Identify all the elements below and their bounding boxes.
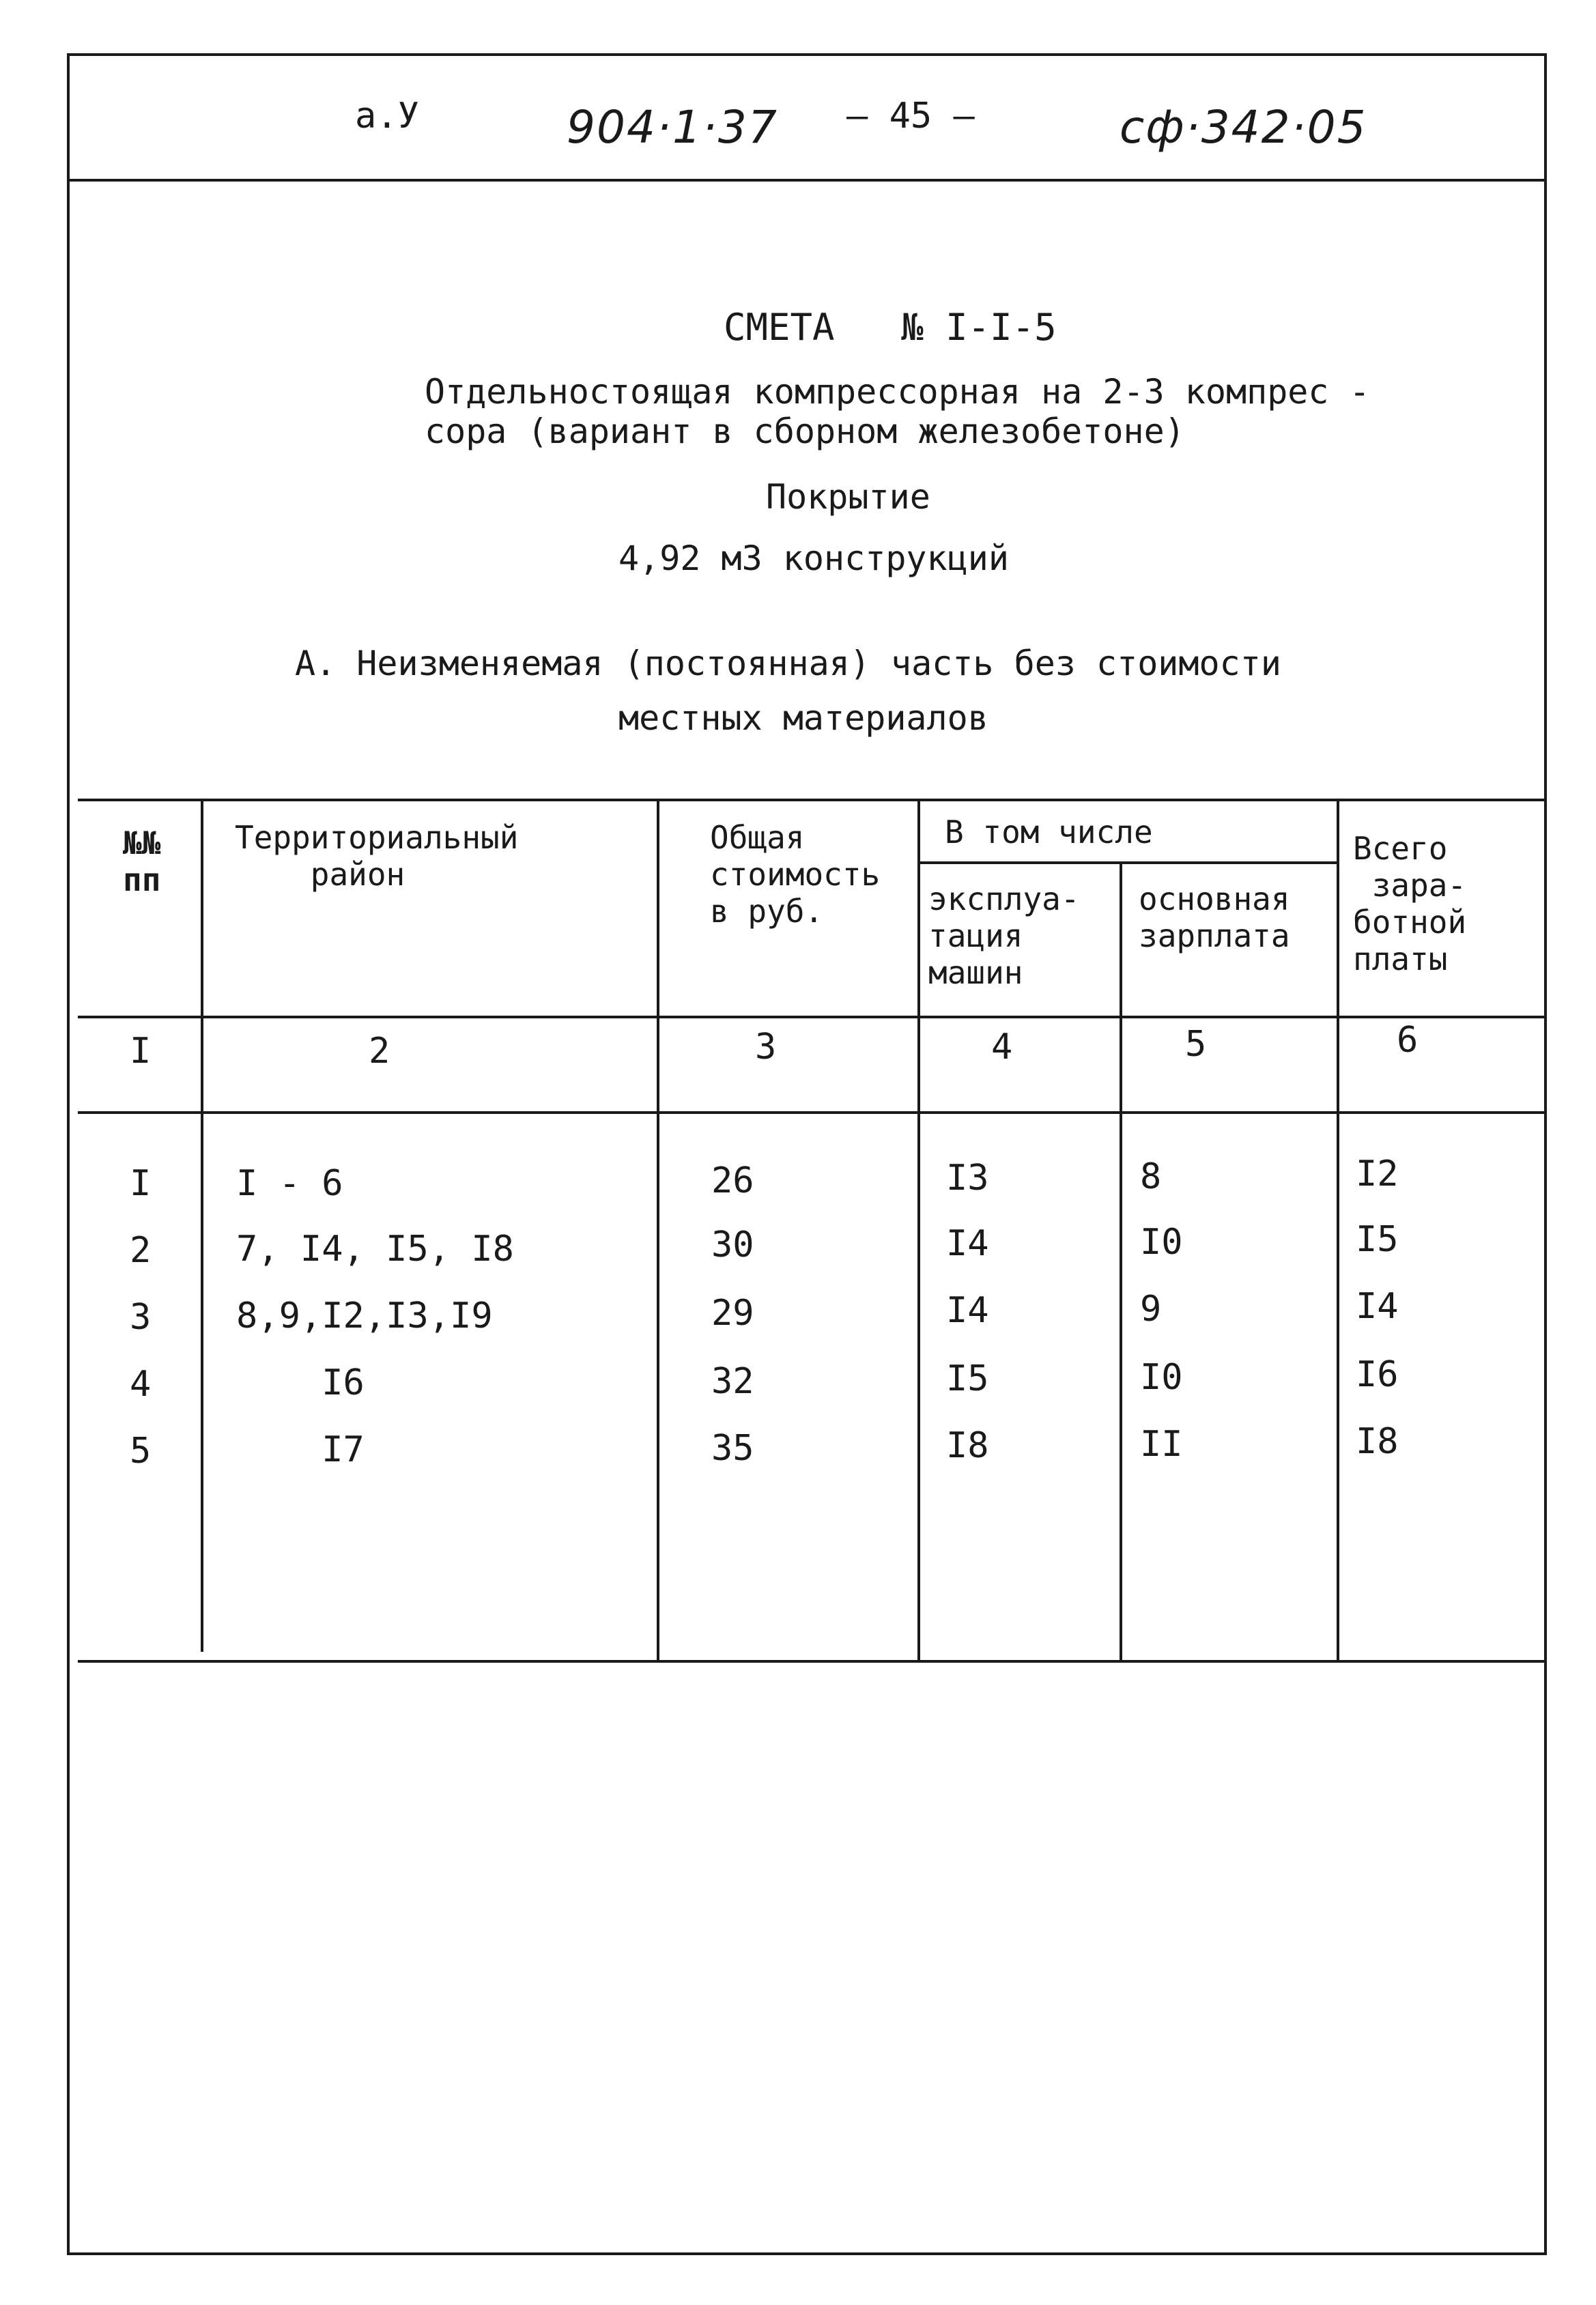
row-salary: 8 bbox=[1140, 1156, 1162, 1197]
header-total-cost: Общая стоимость в руб. bbox=[710, 819, 881, 930]
column-numbers-border bbox=[78, 1111, 1544, 1114]
col-divider-4 bbox=[1120, 861, 1122, 1660]
row-machines: I4 bbox=[946, 1223, 989, 1264]
header-machines: эксплуа- тация машин bbox=[928, 881, 1080, 991]
header-region: Территориальный район bbox=[235, 819, 519, 893]
row-all-wages: I5 bbox=[1356, 1219, 1399, 1260]
row-region: I6 bbox=[236, 1362, 365, 1403]
row-machines: I3 bbox=[946, 1158, 989, 1199]
header-project-code: 904·1·37 bbox=[567, 101, 778, 154]
row-region: 7, I4, I5, I8 bbox=[236, 1229, 514, 1270]
table-top-border bbox=[78, 799, 1544, 801]
header-page-number: – 45 – bbox=[846, 96, 975, 137]
section-title: Покрытие bbox=[766, 477, 930, 517]
row-region: I - 6 bbox=[236, 1163, 343, 1204]
header-row-number: №№ пп bbox=[123, 825, 161, 898]
column-number-1: I bbox=[130, 1031, 152, 1072]
object-line-2: сора (вариант в сборном железобетоне) bbox=[425, 412, 1185, 451]
column-number-5: 5 bbox=[1185, 1024, 1207, 1065]
row-total: 32 bbox=[711, 1361, 754, 1402]
row-total: 35 bbox=[711, 1428, 754, 1469]
header-left-code: а.У bbox=[355, 96, 419, 137]
row-all-wages: I8 bbox=[1356, 1421, 1399, 1462]
row-salary: I0 bbox=[1140, 1222, 1183, 1263]
row-machines: I5 bbox=[946, 1358, 989, 1399]
row-machines: I8 bbox=[946, 1425, 989, 1466]
column-number-4: 4 bbox=[991, 1027, 1013, 1068]
group-header-divider bbox=[917, 861, 1339, 864]
row-total: 29 bbox=[711, 1293, 754, 1334]
table-bottom-border bbox=[78, 1660, 1544, 1663]
col-divider-1 bbox=[201, 799, 203, 1652]
row-all-wages: I6 bbox=[1356, 1354, 1399, 1395]
header-total-wages: Всего зара- ботной платы bbox=[1353, 830, 1467, 977]
row-machines: I4 bbox=[946, 1290, 989, 1331]
row-region: 8,9,I2,I3,I9 bbox=[236, 1295, 493, 1336]
col-divider-3 bbox=[917, 799, 920, 1660]
header-bottom-border bbox=[78, 1016, 1544, 1018]
part-heading-line-2: местных материалов bbox=[618, 698, 988, 738]
row-number: I bbox=[130, 1163, 152, 1204]
col-divider-5 bbox=[1337, 799, 1339, 1660]
volume-line: 4,92 м3 конструкций bbox=[618, 539, 1009, 578]
col-divider-2 bbox=[657, 799, 659, 1660]
row-region: I7 bbox=[236, 1429, 365, 1470]
column-number-3: 3 bbox=[755, 1027, 777, 1068]
row-salary: 9 bbox=[1140, 1289, 1162, 1330]
column-number-2: 2 bbox=[369, 1031, 390, 1072]
row-number: 5 bbox=[130, 1431, 152, 1472]
row-total: 26 bbox=[711, 1160, 754, 1201]
part-heading-line-1: А. Неизменяемая (постоянная) часть без стоимости bbox=[295, 644, 1281, 683]
header-series-code: сф·342·05 bbox=[1120, 101, 1367, 154]
row-all-wages: I4 bbox=[1356, 1286, 1399, 1327]
header-divider bbox=[67, 179, 1547, 182]
row-salary: II bbox=[1140, 1424, 1183, 1465]
column-number-6: 6 bbox=[1397, 1020, 1419, 1061]
row-number: 4 bbox=[130, 1364, 152, 1405]
row-all-wages: I2 bbox=[1356, 1154, 1399, 1194]
header-base-salary: основная зарплата bbox=[1139, 881, 1290, 954]
row-salary: I0 bbox=[1140, 1357, 1183, 1398]
row-number: 2 bbox=[130, 1230, 152, 1271]
object-line-1: Отдельностоящая компрессорная на 2-3 компрес - bbox=[425, 372, 1370, 412]
row-total: 30 bbox=[711, 1225, 754, 1265]
header-including: В том числе bbox=[945, 814, 1153, 850]
estimate-title: СМЕТА № I-I-5 bbox=[724, 306, 1057, 349]
row-number: 3 bbox=[130, 1297, 152, 1338]
